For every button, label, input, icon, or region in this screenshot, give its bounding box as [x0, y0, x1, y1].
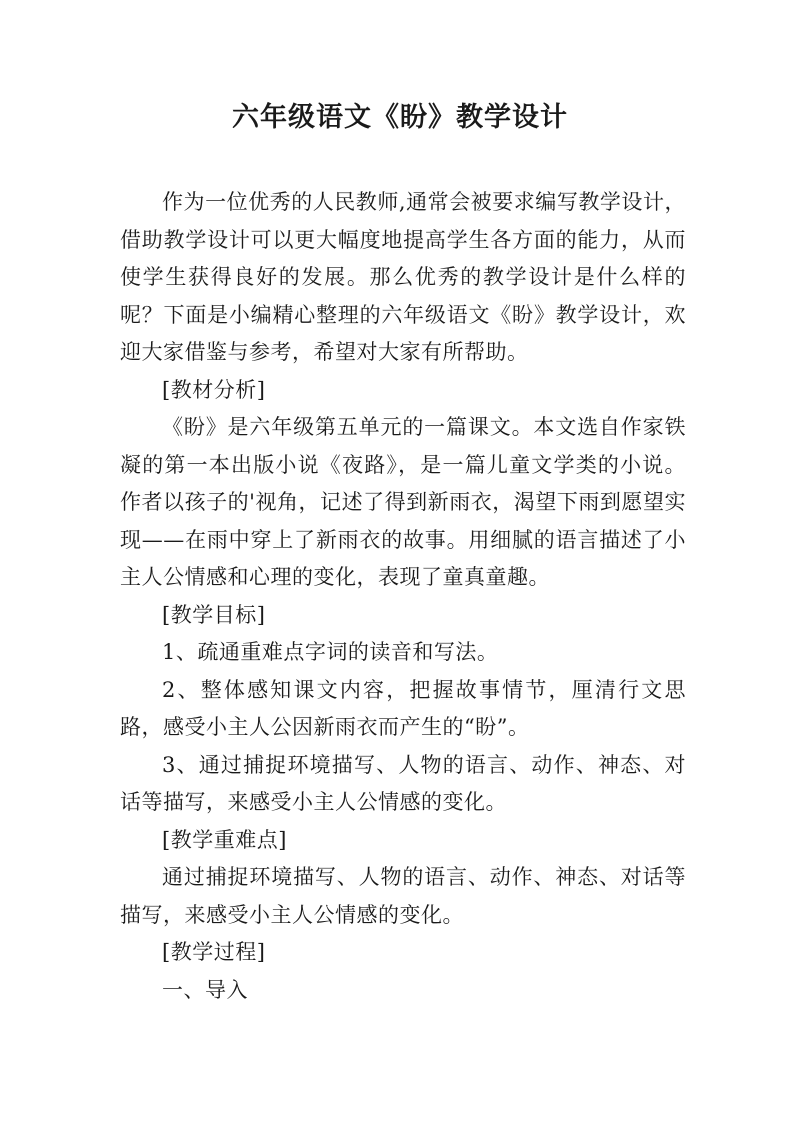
process-step-introduction: 一、导入	[162, 977, 248, 1002]
section-heading-teaching-process: [教学过程]	[162, 940, 266, 964]
document-body	[120, 184, 686, 1009]
key-difficulties-paragraph: 通过捕捉环境描写、人物的语言、动作、神态、对话等描写，来感受小主人公情感的变化。	[120, 865, 686, 927]
goal-item-3: 3、通过捕捉环境描写、人物的语言、动作、神态、对话等描写，来感受小主人公情感的变化。	[120, 752, 686, 814]
section-heading-teaching-goals: [教学目标]	[162, 602, 266, 627]
goal-item-2: 2、整体感知课文内容，把握故事情节，厘清行文思路，感受小主人公因新雨衣而产生的“盼”。	[120, 677, 686, 739]
section-heading-material-analysis: [教材分析]	[162, 377, 266, 402]
intro-paragraph: 作为一位优秀的人民教师,通常会被要求编写教学设计，借助教学设计可以更大幅度地提高学生各方面的能力，从而使学生获得良好的发展。那么优秀的教学设计是什么样的呢？下面是小编精心整理的六年级语文《盼》教学设计，欢迎大家借鉴与参考，希望对大家有所帮助。	[120, 190, 686, 364]
document-title: 六年级语文《盼》教学设计	[232, 102, 568, 133]
goal-item-1: 1、疏通重难点字词的读音和写法。	[162, 640, 499, 664]
material-analysis-paragraph: 《盼》是六年级第五单元的一篇课文。本文选自作家铁凝的第一本出版小说《夜路》，是一篇儿童文学类的小说。作者以孩子的'视角，记述了得到新雨衣，渴望下雨到愿望实现——在雨中穿上了新雨衣的故事。用细腻的语言描述了小主人公情感和心理的变化，表现了童真童趣。	[120, 415, 686, 589]
section-heading-key-difficulties: [教学重难点]	[162, 827, 287, 852]
